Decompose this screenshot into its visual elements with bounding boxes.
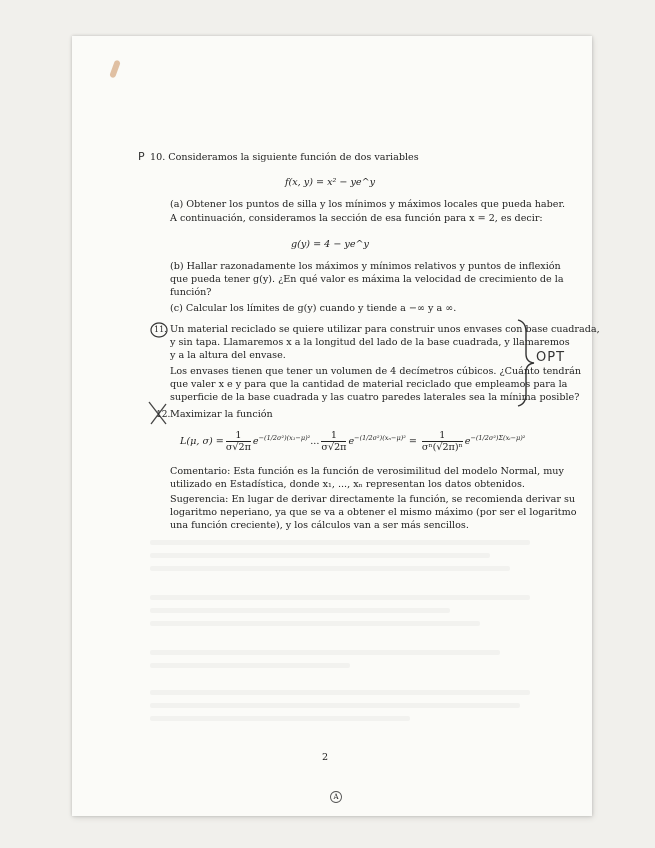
part-c: (c) Calcular los límites de g(y) cuando y tiende a −∞ y a ∞. xyxy=(170,303,457,314)
problem-11-line-3: y a la altura del envase. xyxy=(170,350,286,361)
intro-g: A continuación, consideramos la sección de esa función para x = 2, es decir: xyxy=(170,213,543,224)
formula-lhs: L(μ, σ) = xyxy=(180,435,224,447)
fraction-3: $\frac{1}{\text{σⁿ(√2π)ⁿ}}$ xyxy=(421,429,463,453)
likelihood-formula: L(μ, σ) = $\frac{1}{\sigma√2\pi}$ $e^{-(1/2\sigma^2)(x_1-\mu)^2}$ ... $\frac{1}{\sigma√2\pi}$ $e^{-(1/2\sigma^2)(x_n-\mu)^2}$ = $\frac{1}{\text{σⁿ(√2π)ⁿ}}$ $e^{-(1/2\sigma^2)\Sigma(xᵢ-\mu)^2}$ xyxy=(180,429,526,453)
problem-10-heading: 10. Consideramos la siguiente función de dos variables xyxy=(150,152,419,163)
exponential-2: $e^{-(1/2\sigma^2)(x_n-\mu)^2}$ xyxy=(348,434,406,448)
problem-12-heading: Maximizar la función xyxy=(170,409,273,420)
problem-11-line-1: Un material reciclado se quiere utilizar para construir unos envases con base cuadrada, xyxy=(170,324,600,335)
problem-11-line-4: Los envases tienen que tener un volumen de 4 decímetros cúbicos. ¿Cuánto tendrán xyxy=(170,366,582,377)
stamp-letter: A xyxy=(333,793,339,801)
formula-g: g(y) = 4 − ye^y xyxy=(291,239,369,250)
fraction-2: $\frac{1}{\sigma√2\pi}$ xyxy=(321,429,347,453)
part-b-line-2: que pueda tener g(y). ¿En qué valor es máxima la velocidad de crecimiento de la xyxy=(170,274,564,285)
hint-line-1: Sugerencia: En lugar de derivar directamente la función, se recomienda derivar su xyxy=(170,494,576,505)
side-note: OPT xyxy=(536,350,566,365)
problem-12-number: 12. xyxy=(156,410,171,420)
part-a: (a) Obtener los puntos de silla y los mínimos y máximos locales que pueda haber. xyxy=(170,199,566,210)
exponential-1: $e^{-(1/2\sigma^2)(x_1-\mu)^2}$ xyxy=(252,434,311,448)
problem-11-line-2: y sin tapa. Llamaremos x a la longitud del lado de la base cuadrada, y llamaremos xyxy=(170,337,570,348)
formula-dots: ... xyxy=(310,435,320,447)
page-number: 2 xyxy=(321,752,329,763)
fraction-1: $\frac{1}{\sigma√2\pi}$ xyxy=(225,429,251,453)
curly-brace-icon xyxy=(514,318,538,408)
hint-line-2: logaritmo neperiano, ya que se va a obtener el mismo máximo (por ser el logaritmo xyxy=(170,507,577,518)
part-b-line-1: (b) Hallar razonadamente los máximos y mínimos relativos y puntos de inflexión xyxy=(170,261,561,272)
hint-line-3: una función creciente), y los cálculos van a ser más sencillos. xyxy=(170,520,469,531)
comment-line-1: Comentario: Esta función es la función de verosimilitud del modelo Normal, muy xyxy=(170,466,564,477)
margin-mark: P xyxy=(138,150,145,163)
exponential-3: $e^{-(1/2\sigma^2)\Sigma(xᵢ-\mu)^2}$ xyxy=(464,434,526,448)
problem-11-line-5: que valer x e y para que la cantidad de material reciclado que empleamos para la xyxy=(170,379,568,390)
formula-f: f(x, y) = x² − ye^y xyxy=(284,177,376,188)
problem-11-number: 11. xyxy=(154,325,167,334)
problem-11-line-6: superficie de la base cuadrada y las cuatro paredes laterales sea la mínima posible? xyxy=(170,392,580,403)
comment-line-2: utilizado en Estadística, donde x₁, ..., xₙ representan los datos obtenidos. xyxy=(170,479,525,490)
part-b-line-3: función? xyxy=(170,287,212,298)
